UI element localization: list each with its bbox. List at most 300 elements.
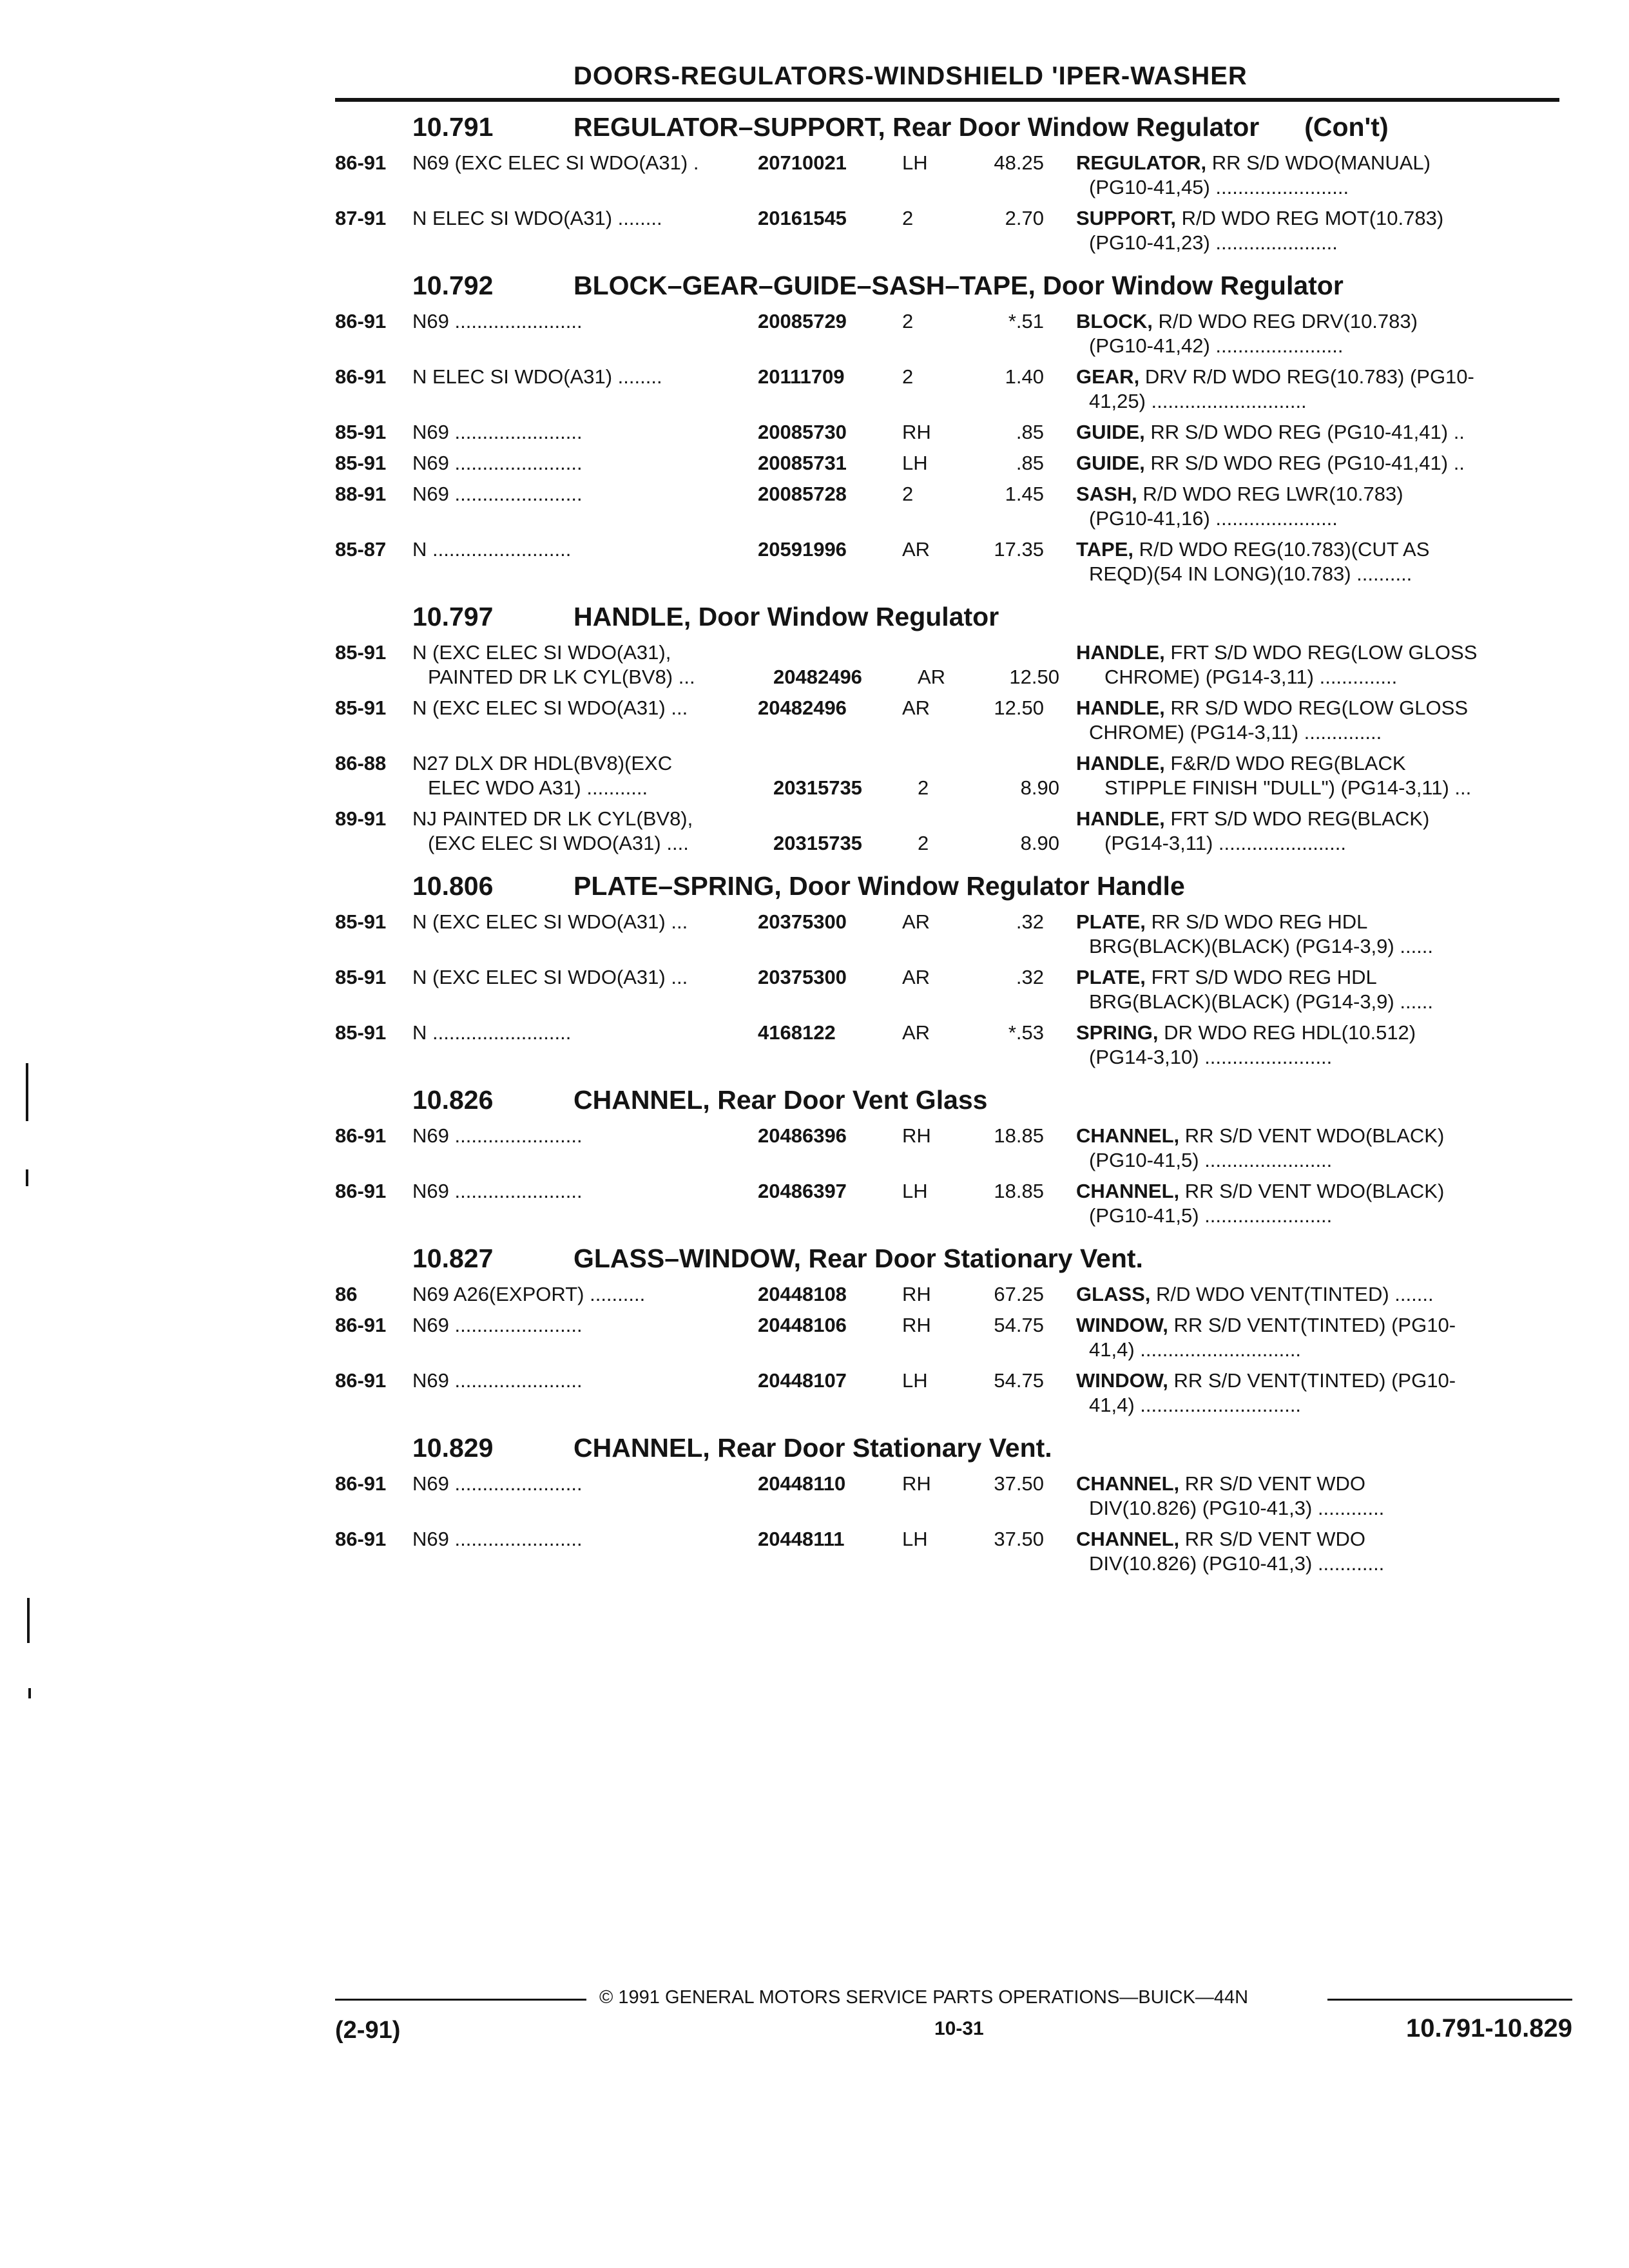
price: 1.45 [1005,483,1044,505]
description [1076,807,1527,831]
part-number [754,1496,893,1521]
description [1076,965,1527,990]
price: 37.50 [994,1528,1044,1550]
price: .85 [1016,421,1044,443]
usage-text [412,231,754,255]
usage-text: N69 A26(EXPORT) .......... [412,1283,646,1305]
usage-text: N ......................... [412,538,572,561]
model-year [335,231,412,255]
model-year [335,1204,412,1228]
model-year [335,175,412,200]
price [967,1552,1076,1576]
usage-text: N69 ....................... [412,1369,583,1392]
description-name: GEAR, [1076,365,1140,388]
model-year [335,934,412,959]
description-name: GLASS, [1076,1283,1151,1305]
price [967,1393,1076,1418]
model-year [335,1496,412,1521]
description-text: 41,25) ............................ [1089,390,1307,412]
table-row [335,1204,1572,1228]
usage-text: PAINTED DR LK CYL(BV8) ... [428,666,695,688]
description-text: (PG10-41,42) ....................... [1089,334,1344,357]
price [967,1338,1076,1362]
part-number: 20482496 [758,697,847,719]
description-name: GUIDE, [1076,452,1145,474]
section-heading [335,593,1572,640]
description-text: CHROME) (PG14-3,11) .............. [1089,721,1382,744]
price: 54.75 [994,1369,1044,1392]
model-year: 85-91 [335,421,387,443]
model-year: 89-91 [335,807,387,830]
section-title: BLOCK–GEAR–GUIDE–SASH–TAPE, Door Window Regulator [574,271,1344,300]
description-text: RR S/D WDO REG(LOW GLOSS [1170,697,1469,719]
row-gap [335,1521,1572,1527]
quantity [893,175,967,200]
model-year: 86-91 [335,1124,387,1147]
table-row [335,365,1572,389]
table-row [335,1179,1572,1204]
part-number: 4168122 [758,1021,836,1044]
section-heading [335,262,1572,309]
description-name: SPRING, [1076,1021,1159,1044]
quantity: 2 [902,365,914,388]
margin-mark [27,1598,30,1643]
row-gap [335,586,1572,593]
part-number: 20482496 [773,666,862,688]
price [967,720,1076,745]
part-number: 20448110 [758,1472,846,1495]
row-gap [335,959,1572,965]
part-number [754,807,893,831]
description-name: WINDOW, [1076,1314,1168,1336]
model-year [335,990,412,1014]
part-number: 20375300 [758,966,847,988]
table-row [335,562,1572,586]
usage-text: NJ PAINTED DR LK CYL(BV8), [412,807,693,830]
description-text: R/D WDO REG MOT(10.783) [1181,207,1444,229]
price: 37.50 [994,1472,1044,1495]
parts-catalog [335,103,1572,1582]
part-number: 20448111 [758,1528,845,1550]
row-gap [335,255,1572,262]
part-number: 20486397 [758,1180,847,1202]
usage-text: N69 ....................... [412,1180,583,1202]
description-text: (PG10-41,23) ...................... [1089,231,1338,254]
description-text: RR S/D VENT WDO [1184,1528,1365,1550]
continued-label: (Con't) [1304,112,1389,142]
table-row [335,451,1572,476]
quantity: RH [902,1472,931,1495]
usage-text [412,1496,754,1521]
price [967,934,1076,959]
price [967,807,1076,831]
description-text: RR S/D WDO(MANUAL) [1211,151,1431,174]
usage-text [412,1338,754,1362]
table-row [335,1282,1572,1307]
model-year: 86-91 [335,1314,387,1336]
price: *.51 [1008,310,1044,332]
quantity: AR [918,666,946,688]
table-row [335,720,1572,745]
table-row [335,776,1572,800]
usage-text: N69 ....................... [412,483,583,505]
part-number [754,562,893,586]
table-row [335,1527,1572,1552]
quantity: LH [902,1528,928,1550]
model-year [335,831,412,856]
row-gap [335,1070,1572,1076]
row-gap [335,1173,1572,1179]
quantity: LH [902,1369,928,1392]
usage-text: N (EXC ELEC SI WDO(A31) ... [412,966,688,988]
usage-text [412,334,754,358]
usage-text: N69 ....................... [412,1472,583,1495]
part-number [754,1148,893,1173]
price: 2.70 [1005,207,1044,229]
quantity: 2 [918,776,929,799]
part-number: 20315735 [773,776,862,799]
quantity [893,934,967,959]
quantity [893,1496,967,1521]
description-name: CHANNEL, [1076,1124,1180,1147]
description-text: RR S/D VENT WDO(BLACK) [1184,1180,1445,1202]
page-title: DOORS-REGULATORS-WINDSHIELD 'IPER-WASHER [574,62,1248,90]
usage-text: N69 ....................... [412,1124,583,1147]
table-row [335,1338,1572,1362]
description-text: DRV R/D WDO REG(10.783) (PG10- [1144,365,1474,388]
description-text: R/D WDO REG DRV(10.783) [1158,310,1418,332]
part-number [754,175,893,200]
quantity [893,1148,967,1173]
part-number [754,1045,893,1070]
price: *.53 [1008,1021,1044,1044]
price [967,1204,1076,1228]
part-number: 20448108 [758,1283,847,1305]
usage-text: N ELEC SI WDO(A31) ........ [412,207,662,229]
table-row [335,934,1572,959]
description-text: F&R/D WDO REG(BLACK [1170,752,1406,774]
description [1076,151,1527,175]
quantity: AR [902,966,930,988]
description-text: FRT S/D WDO REG(BLACK) [1170,807,1430,830]
quantity [893,1393,967,1418]
table-row [335,231,1572,255]
price [967,231,1076,255]
description [1076,1552,1540,1576]
quantity: LH [902,1180,928,1202]
description [1076,1045,1540,1070]
description-text: BRG(BLACK)(BLACK) (PG14-3,9) ...... [1089,990,1434,1013]
section-number: 10.791 [412,112,494,142]
description-name: HANDLE, [1076,752,1165,774]
description-text: R/D WDO REG(10.783)(CUT AS [1139,538,1430,561]
price [967,1045,1076,1070]
price [967,562,1076,586]
section-title: HANDLE, Door Window Regulator [574,602,999,631]
model-year [335,334,412,358]
description [1076,1124,1527,1148]
description [1092,776,1556,800]
section-heading [335,1076,1572,1124]
description [1076,1179,1527,1204]
description [1076,231,1540,255]
table-row [335,910,1572,934]
model-year [335,1148,412,1173]
quantity [893,1204,967,1228]
usage-text [412,175,754,200]
part-number: 20085731 [758,452,847,474]
description-name: PLATE, [1076,910,1146,933]
part-number [754,231,893,255]
usage-text: N ELEC SI WDO(A31) ........ [412,365,662,388]
section-heading [335,1424,1572,1472]
row-gap [335,1418,1572,1424]
model-year [335,1045,412,1070]
table-row [335,1021,1572,1045]
table-row [335,151,1572,175]
model-year: 86-91 [335,151,387,174]
quantity [893,807,967,831]
part-number [754,389,893,414]
description [1076,1204,1540,1228]
description [1076,1472,1527,1496]
price: 67.25 [994,1283,1044,1305]
description-text: (PG10-41,16) ...................... [1089,507,1338,530]
header-rule [335,98,1559,102]
row-gap [335,414,1572,420]
part-number [754,640,893,665]
usage-text [412,1393,754,1418]
description-text: (PG10-41,5) ....................... [1089,1204,1333,1227]
usage-text: N (EXC ELEC SI WDO(A31) ... [412,910,688,933]
quantity: 2 [918,832,929,854]
usage-text: N69 (EXC ELEC SI WDO(A31) . [412,151,699,174]
section-title: REGULATOR–SUPPORT, Rear Door Window Regulator [574,112,1260,142]
price: 48.25 [994,151,1044,174]
description-text: RR S/D VENT WDO [1184,1472,1365,1495]
description [1076,175,1540,200]
price [967,1496,1076,1521]
table-row [335,389,1572,414]
description-text: FRT S/D WDO REG HDL [1151,966,1377,988]
quantity: AR [902,910,930,933]
description-text: (PG14-3,11) ....................... [1104,832,1346,854]
description [1076,1338,1540,1362]
description [1076,1282,1527,1307]
table-row [335,831,1572,856]
quantity: 2 [902,207,914,229]
row-gap [335,800,1572,807]
description [1076,751,1527,776]
section-heading [335,103,1572,151]
description [1076,506,1540,531]
price: 18.85 [994,1180,1044,1202]
description [1076,720,1540,745]
description-name: PLATE, [1076,966,1146,988]
description [1092,831,1556,856]
table-row [335,482,1572,506]
part-number [754,1204,893,1228]
price [967,751,1076,776]
description-name: GUIDE, [1076,421,1145,443]
section-title: CHANNEL, Rear Door Vent Glass [574,1085,988,1115]
description [1076,1021,1527,1045]
model-year: 85-91 [335,1021,387,1044]
part-number: 20161545 [758,207,847,229]
table-row [335,1472,1572,1496]
section-number: 10.829 [412,1433,494,1463]
part-number [754,934,893,959]
usage-text: N69 ....................... [412,452,583,474]
usage-text [412,720,754,745]
usage-text: N69 ....................... [412,1314,583,1336]
description [1076,309,1527,334]
section-title: CHANNEL, Rear Door Stationary Vent. [574,1433,1052,1463]
quantity [893,1552,967,1576]
price: 8.90 [1020,832,1059,854]
quantity [893,720,967,745]
description [1076,990,1540,1014]
footer-rule-left [335,1999,586,2001]
row-gap [335,358,1572,365]
price: .32 [1016,966,1044,988]
quantity: AR [902,1021,930,1044]
section-number: 10.797 [412,602,494,631]
page-number: 10-31 [934,2018,984,2039]
table-row [335,506,1572,531]
description-text: (PG10-41,45) ........................ [1089,176,1349,198]
usage-text: N ......................... [412,1021,572,1044]
description-text: (PG10-41,5) ....................... [1089,1149,1333,1171]
quantity: AR [902,538,930,561]
usage-text: N69 ....................... [412,1528,583,1550]
description-text: R/D WDO VENT(TINTED) ....... [1156,1283,1434,1305]
table-row [335,334,1572,358]
quantity: 2 [902,483,914,505]
description-name: HANDLE, [1076,807,1165,830]
table-row [335,1369,1572,1393]
model-year [335,1393,412,1418]
description-text: REQD)(54 IN LONG)(10.783) .......... [1089,562,1412,585]
usage-text: N69 ....................... [412,310,583,332]
description [1076,1148,1540,1173]
description-text: RR S/D WDO REG HDL [1151,910,1368,933]
quantity [893,389,967,414]
table-row [335,206,1572,231]
quantity [893,990,967,1014]
table-row [335,1045,1572,1070]
part-number [754,751,893,776]
model-year [335,389,412,414]
description [1076,537,1527,562]
usage-text: (EXC ELEC SI WDO(A31) .... [428,832,689,854]
part-number: 20085728 [758,483,847,505]
usage-text: N27 DLX DR HDL(BV8)(EXC [412,752,673,774]
price: 1.40 [1005,365,1044,388]
margin-mark [26,1063,28,1121]
section-heading [335,862,1572,910]
price [967,334,1076,358]
quantity [893,640,967,665]
row-gap [335,1307,1572,1313]
table-row [335,665,1572,689]
part-number [754,1552,893,1576]
part-number: 20486396 [758,1124,847,1147]
table-row [335,965,1572,990]
usage-text [412,389,754,414]
row-gap [335,200,1572,206]
description [1076,451,1527,476]
table-row [335,640,1572,665]
description-name: REGULATOR, [1076,151,1207,174]
model-year: 86-91 [335,310,387,332]
section-number: 10.792 [412,271,494,300]
description-name: BLOCK, [1076,310,1153,332]
description [1076,334,1540,358]
model-year [335,665,412,689]
description [1076,482,1527,506]
description [1076,365,1527,389]
description [1076,420,1527,445]
description-text: CHROME) (PG14-3,11) .............. [1104,666,1398,688]
section-title: GLASS–WINDOW, Rear Door Stationary Vent. [574,1244,1143,1273]
description-text: DIV(10.826) (PG10-41,3) ............ [1089,1552,1385,1575]
model-year [335,776,412,800]
table-row [335,1313,1572,1338]
model-year [335,1338,412,1362]
table-row [335,537,1572,562]
price: .32 [1016,910,1044,933]
part-number: 20315735 [773,832,862,854]
quantity [893,506,967,531]
model-year [335,506,412,531]
quantity: RH [902,1124,931,1147]
usage-text: N (EXC ELEC SI WDO(A31) ... [412,697,688,719]
description-text: RR S/D WDO REG (PG10-41,41) .. [1150,421,1465,443]
usage-text: N (EXC ELEC SI WDO(A31), [412,641,671,664]
description-text: DR WDO REG HDL(10.512) [1164,1021,1416,1044]
part-number: 20591996 [758,538,847,561]
table-row [335,420,1572,445]
row-gap [335,689,1572,696]
part-number: 20085729 [758,310,847,332]
table-row [335,696,1572,720]
description-text: RR S/D VENT(TINTED) (PG10- [1173,1369,1456,1392]
model-year: 87-91 [335,207,387,229]
description [1092,665,1556,689]
description [1076,1527,1527,1552]
usage-text [412,1204,754,1228]
price: 12.50 [1009,666,1059,688]
description-name: SASH, [1076,483,1137,505]
description [1076,389,1540,414]
table-row [335,751,1572,776]
price: 54.75 [994,1314,1044,1336]
model-year: 85-87 [335,538,387,561]
section-range: 10.791-10.829 [1405,2014,1572,2042]
price [967,175,1076,200]
price: 17.35 [994,538,1044,561]
model-year: 85-91 [335,697,387,719]
price: 12.50 [994,697,1044,719]
row-gap [335,1228,1572,1235]
description-text: BRG(BLACK)(BLACK) (PG14-3,9) ...... [1089,935,1434,957]
quantity: LH [902,452,928,474]
quantity: RH [902,421,931,443]
description [1076,1369,1527,1393]
description-text: FRT S/D WDO REG(LOW GLOSS [1170,641,1478,664]
part-number [754,990,893,1014]
